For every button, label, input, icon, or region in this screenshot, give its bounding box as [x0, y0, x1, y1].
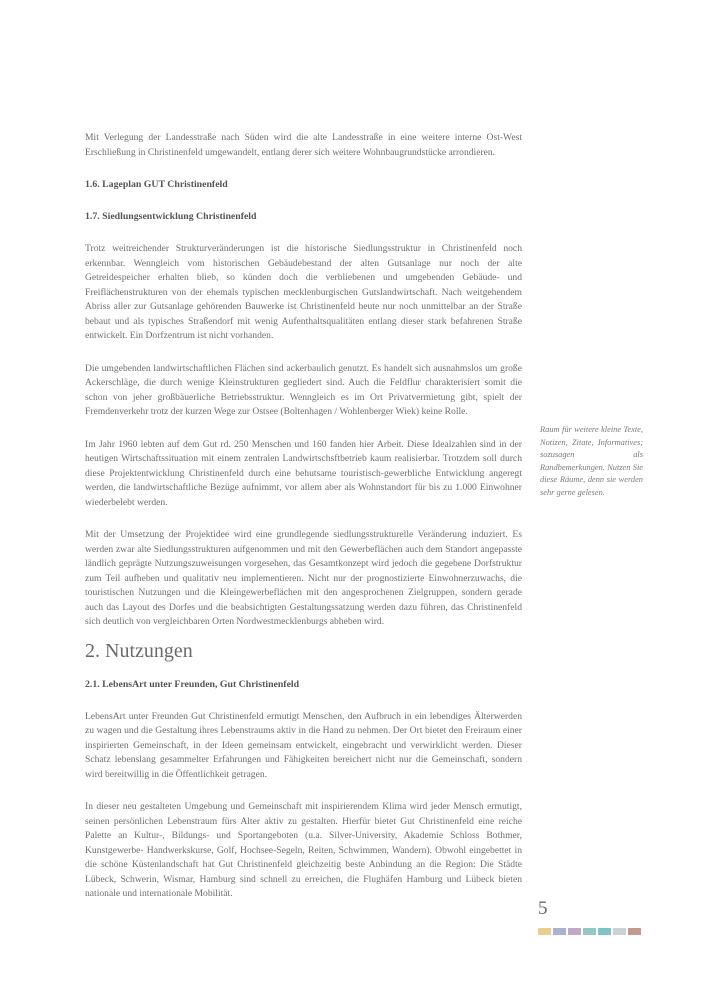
paragraph-siedlung-4: Mit der Umsetzung der Projektidee wird eine grundlegende siedlungsstrukturelle Veränderung induziert. Es werden zwar alte Siedlungsstrukturen aufgenommen und mit den Gewerbeflächen auch dem Standort angepasste ländlich geprägte Nutzungszuweisungen vorgesehen, das Gesamtkonzept wird jedoch die gegebene Dorfstruktur zum Teil aufheben und qualitativ neu implementieren. Nicht nur der prognostizierte Einwohnerzuwachs, die touristischen Nutzungen und die Kleingewerbeflächen mit den angesprochenen Zielgruppen, sondern gerade auch das Layout des Dorfes und die beabsichtigten Gestaltungssatzung werden dazu führen, das Christinenfeld sich deutlich von vergleichbaren Orten Nordwestmecklenburgs abheben wird. [85, 529, 522, 627]
color-swatch [553, 928, 566, 935]
color-swatch [583, 928, 596, 935]
color-swatch [598, 928, 611, 935]
margin-note: Raum für weitere kleine Texte, Notizen, Zitate, Informatives; sozusagen als Randbemerkungen. Nutzen Sie diese Räume, denn sie werden sehr gerne gelesen. [540, 425, 643, 497]
heading-lebensart: 2.1. LebensArt unter Freunden, Gut Christinenfeld [85, 678, 300, 690]
color-swatch [538, 928, 551, 935]
heading-lageplan: 1.6. Lageplan GUT Christinenfeld [85, 179, 228, 190]
paragraph-siedlung-1: Trotz weitreichender Strukturveränderungen ist die historische Siedlungsstruktur in Christinenfeld noch erkennbar. Wenngleich vom historischen Gebäudebestand der alten Gutsanlage nur noch der alte Getreidespeicher erhalten blieb, so künden doch die verbliebenen und umgebenden Gebäude- und Freiflächenstrukturen von der ehemals typischen mecklenburgischen Gutslandwirtschaft. Nach weitgehendem Abriss aller zur Gutsanlage gehörenden Bauwerke ist Christinenfeld heute nur noch unmittelbar an der Straße bebaut und als typisches Straßendorf mit wenig Aufenthaltsqualitäten entlang dieser stark befahrenen Straße entwickelt. Ein Dorfzentrum ist nicht vorhanden. [85, 243, 522, 341]
color-bar [538, 928, 641, 935]
paragraph-siedlung-2: Die umgebenden landwirtschaftlichen Flächen sind ackerbaulich genutzt. Es handelt sich ausnahmslos um große Ackerschläge, die durch wenige Kleinstrukturen gegliedert sind. Auch die Feldflur charakterisiert somit die schon von jeher großbäuerliche Betriebsstruktur. Wenngleich es im Ort Privatvermietung gibt, spielt der Fremdenverkehr trotz der kurzen Wege zur Ostsee (Boltenhagen / Wohlenberger Wiek) keine Rolle. [85, 362, 522, 417]
paragraph-lebensart-2: In dieser neu gestalteten Umgebung und Gemeinschaft mit inspirierendem Klima wird jeder Mensch ermutigt, seinen persönlichen Lebenstraum fürs Alter aktiv zu gestalten. Hierfür bietet Gut Christinenfeld eine reiche Palette an Kultur-, Bildungs- und Sportangeboten (u.a. Silver-University, Akademie Schloss Bothmer, Kunstgewerbe- Handwerkskurse, Golf, Hochsee-Segeln, Reiten, Schwimmen, Wandern). Obwohl eingebettet in die schöne Küstenlandschaft hat Gut Christinenfeld gleichzeitig beste Anbindung an die Region: Die Städte Lübeck, Schwerin, Wismar, Hamburg sind schnell zu erreichen, die Flughäfen Hamburg und Lübeck bieten nationale und internationale Mobilität. [85, 801, 522, 899]
page-number: 5 [538, 898, 548, 919]
color-swatch [613, 928, 626, 935]
color-swatch [628, 928, 641, 935]
heading-siedlungsentwicklung: 1.7. Siedlungsentwicklung Christinenfeld [85, 211, 257, 222]
intro-paragraph: Mit Verlegung der Landesstraße nach Süden wird die alte Landesstraße in eine weitere interne Ost-West Erschließung in Christinenfeld umgewandelt, entlang derer sich weitere Wohnbaugrundstücke arrondieren. [85, 132, 522, 158]
main-text-column [85, 131, 522, 920]
color-swatch [568, 928, 581, 935]
paragraph-siedlung-3: Im Jahr 1960 lebten auf dem Gut rd. 250 Menschen und 160 fanden hier Arbeit. Diese Idealzahlen sind in der heutigen Wirtschaftssituation mit einem zentralen Landwirtschsftbetrieb kaum realisierbar. Trotzdem soll durch diese Projektentwicklung Christinenfeld durch eine behutsame touristisch-gewerbliche Entwicklung angeregt werden, die landwirtschaftliche Bezüge aufnimmt, vor allem aber als Wohnstandort für bis zu 1.000 Einwohner wiederbelebt werden. [85, 438, 522, 508]
chapter-title-nutzungen: 2. Nutzungen [85, 639, 193, 662]
paragraph-lebensart-1: LebensArt unter Freunden Gut Christinenfeld ermutigt Menschen, den Aufbruch in ein lebendiges Älterwerden zu wagen und die Gestaltung ihres Lebenstraums aktiv in die Hand zu nehmen. Der Ort bietet den Freiraum einer inspirierten Gemeinschaft, in der Ideen gemeinsam entwickelt, eingebracht und verwirklicht werden. Dieser Schatz lebenslang gesammelter Erfahrungen und Fähigkeiten bereichert nicht nur die Gemeinschaft, sondern wird bereitwillig in die Öffentlichkeit getragen. [85, 710, 522, 780]
